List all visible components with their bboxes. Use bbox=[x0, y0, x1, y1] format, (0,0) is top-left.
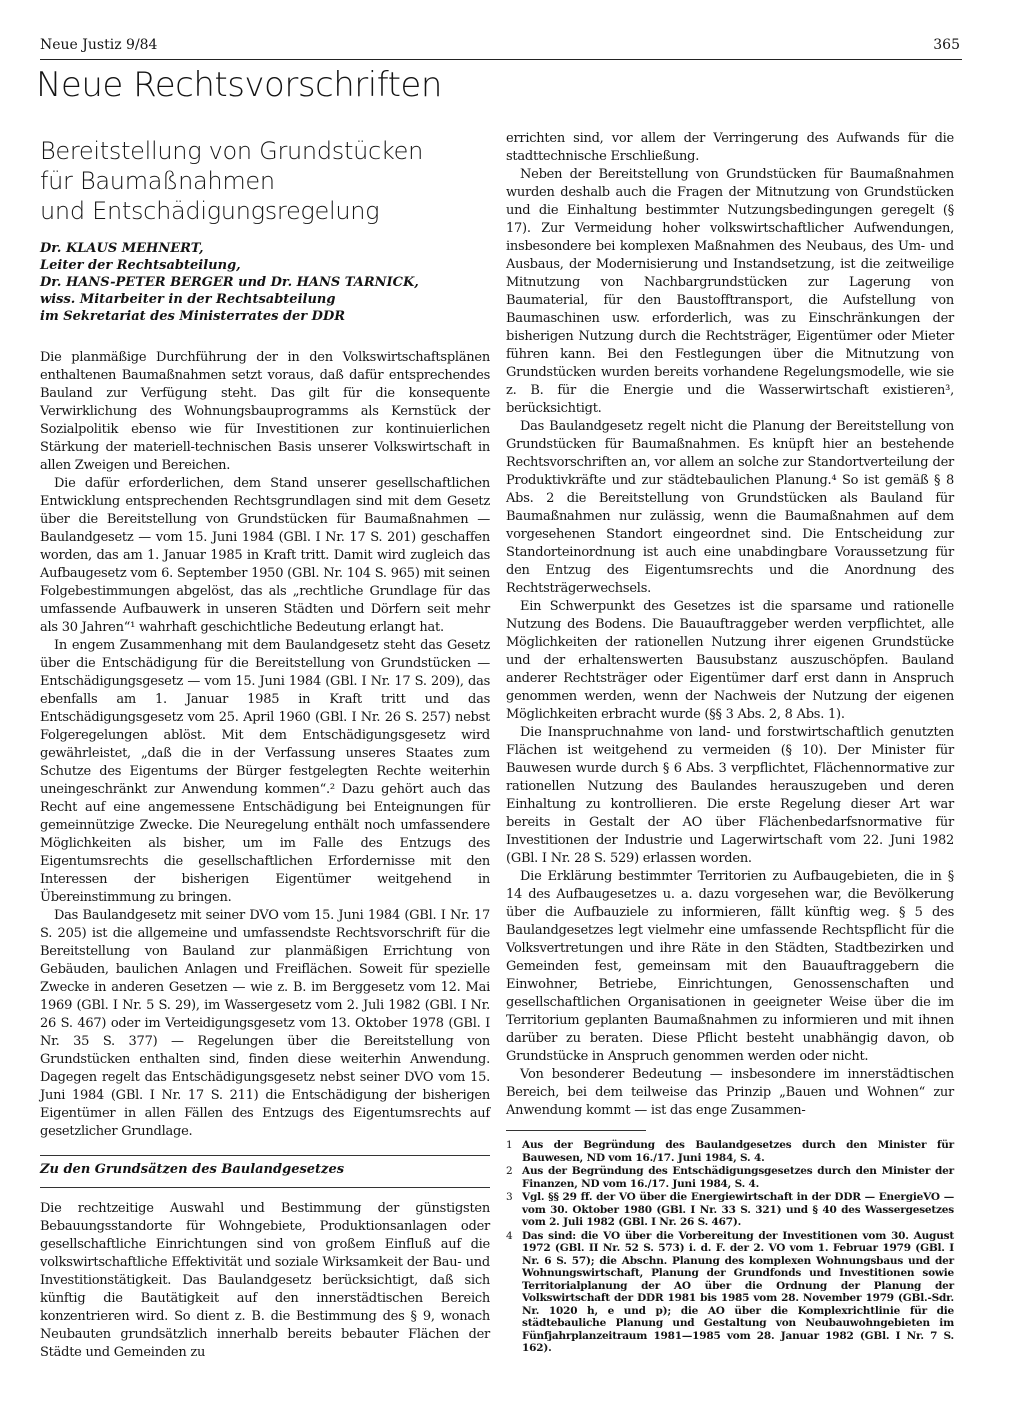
body-paragraph: In engem Zusammenhang mit dem Baulandgesetz steht das Gesetz über die Entschädigung für die Bereitstellung von Grundstücken — Entschädigungsgesetz — vom 15. Juni 1984 (GBl. I Nr. 17 S. 209), das ebenfalls am 1. Januar 1985 in Kraft tritt und das Entschädigungsgesetz vom 25. April 1960 (GBl. I Nr. 26 S. 257) nebst Folgeregelungen ablöst. Mit dem Entschädigungsgesetz wird gewährleistet, „daß die in der Verfassung unseres Staates zum Schutze des Eigentums der Bürger festgelegten Rechte weiterhin uneingeschränkt zur Anwendung kommen“.² Dazu gehört auch das Recht auf eine angemessene Entschädigung bei Enteignungen für gemeinnützige Zwecke. Die Neuregelung enthält noch umfassendere Möglichkeiten als bisher, um im Falle des Entzugs des Eigentumsrechts die gesellschaftlichen Erfordernisse mit den Interessen der bisherigen Eigentümer weitgehend in Übereinstimmung zu bringen. bbox=[40, 638, 490, 905]
body-paragraph: Die rechtzeitige Auswahl und Bestimmung der günstigsten Bebauungsstandorte für Wohngebiete, Produktionsanlagen oder gesellschaftliche Einrichtungen sind von großem Einfluß auf die volkswirtschaftliche Effektivität und soziale Wirksamkeit der Bau- und Investitionstätigkeit. Das Baulandgesetz berücksichtigt, daß sich künftig die Bautätigkeit auf den innerstädtischen Bereich konzentrieren wird. So dient z. B. die Bestimmung des § 9, wonach Neubauten grundsätzlich innerhalb bereits bebauter Flächen der Städte und Gemeinden zu bbox=[40, 1201, 490, 1360]
footnote-text: Aus der Begründung des Entschädigungsgesetzes durch den Minister der Finanzen, ND vom 16./17. Juni 1984, S. 4. bbox=[522, 1165, 954, 1190]
footnote bbox=[506, 1139, 954, 1164]
body-paragraph: Von besonderer Bedeutung — insbesondere im innerstädtischen Bereich, bei dem teilweise das Prinzip „Bauen und Wohnen“ zur Anwendung kommt — ist das enge Zusammen- bbox=[506, 1067, 954, 1118]
header-rule bbox=[40, 59, 962, 60]
footnote-number: 4 bbox=[506, 1229, 513, 1242]
subheading-rule bbox=[40, 1155, 490, 1156]
body-paragraph: Die Erklärung bestimmter Territorien zu Aufbaugebieten, die in § 14 des Aufbaugesetzes u. a. dazu vorgesehen war, die Bevölkerung über die Aufbauziele zu informieren, fällt künftig weg. § 5 des Baulandgesetzes legt vielmehr eine umfassende Rechtspflicht für die Volksvertretungen und ihre Räte in den Städten, Stadtbezirken und Gemeinden fest, gemeinsam mit den Bauauftraggebern die Einwohner, Betriebe, Einrichtungen, Genossenschaften und gesellschaftlichen Organisationen in geeigneter Weise über die im Territorium geplanten Baumaßnahmen zu informieren und mit ihnen darüber zu beraten. Diese Pflicht besteht unabhängig davon, ob Grundstücke in Anspruch genommen werden oder nicht. bbox=[506, 869, 954, 1064]
body-paragraph: Das Baulandgesetz mit seiner DVO vom 15. Juni 1984 (GBl. I Nr. 17 S. 205) ist die allgemeine und umfassendste Rechtsvorschrift für die Bereitstellung von Bauland zur planmäßigen Errichtung von Gebäuden, baulichen Anlagen und Freiflächen. Soweit für spezielle Zwecke in anderen Gesetzen — wie z. B. im Berggesetz vom 12. Mai 1969 (GBl. I Nr. 5 S. 29), im Wassergesetz vom 2. Juli 1982 (GBl. I Nr. 26 S. 467) oder im Verteidigungsgesetz vom 13. Oktober 1978 (GBl. I Nr. 35 S. 377) — Regelungen über die Bereitstellung von Grundstücken enthalten sind, finden diese weiterhin Anwendung. Dagegen regelt das Entschädigungsgesetz nebst seiner DVO vom 15. Juni 1984 (GBl. I Nr. 17 S. 211) die Entschädigung der bisherigen Eigentümer in allen Fällen des Entzugs des Eigentumsrechts auf gesetzlicher Grundlage. bbox=[40, 908, 490, 1139]
body-paragraph: Neben der Bereitstellung von Grundstücken für Baumaßnahmen wurden deshalb auch die Fragen der Mitnutzung von Grundstücken und die Einhaltung bestimmter Nutzungsbedingungen geregelt (§ 17). Zur Vermeidung hoher volkswirtschaftlicher Aufwendungen, insbesondere bei komplexen Maßnahmen des Neubaus, des Um- und Ausbaus, der Modernisierung und Instandsetzung, ist die zeitweilige Mitnutzung von Nachbargrundstücken zur Lagerung von Baumaterial, für den Baustofftransport, die Aufstellung von Baumaschinen usw. erforderlich, was zu Einschränkungen der bisherigen Nutzung durch die Rechtsträger, Eigentümer oder Mieter führen kann. Bei den Festlegungen über die Mitnutzung von Grundstücken wurden bereits vorhandene Regelungsmodelle, wie sie z. B. für die Energie und die Wasserwirtschaft existieren³, berücksichtigt. bbox=[506, 167, 954, 416]
footnote-text: Aus der Begründung des Baulandgesetzes durch den Minister für Bauwesen, ND vom 16./17. Juni 1984, S. 4. bbox=[522, 1139, 954, 1164]
article-title-line: für Baumaßnahmen bbox=[40, 167, 275, 195]
author-name: Dr. HANS-PETER BERGER und Dr. HANS TARNICK, bbox=[40, 275, 419, 290]
section-title: Neue Rechtsvorschriften bbox=[36, 65, 442, 105]
footnote-rule bbox=[506, 1130, 646, 1131]
author-affiliation: im Sekretariat des Ministerrates der DDR bbox=[40, 309, 346, 324]
footnotes bbox=[506, 1139, 954, 1355]
body-paragraph: Ein Schwerpunkt des Gesetzes ist die sparsame und rationelle Nutzung des Bodens. Die Bauauftraggeber werden verpflichtet, alle Möglichkeiten der rationellen Nutzung ihrer eigenen Grundstücke und der erhaltenswerten Bausubstanz auszuschöpfen. Bauland anderer Rechtsträger oder Eigentümer darf erst dann in Anspruch genommen werden, wenn der Nachweis der Nutzung der eigenen Möglichkeiten erbracht wurde (§§ 3 Abs. 2, 8 Abs. 1). bbox=[506, 599, 954, 722]
subheading: Zu den Grundsätzen des Baulandgesetzes bbox=[40, 1162, 345, 1177]
subheading-underline bbox=[40, 1187, 490, 1188]
left-column bbox=[40, 136, 490, 1362]
author-name: Dr. KLAUS MEHNERT, bbox=[40, 241, 204, 256]
footnote-number: 1 bbox=[506, 1139, 513, 1151]
author-block bbox=[40, 240, 490, 325]
body-paragraph: Die Inanspruchnahme von land- und forstwirtschaftlich genutzten Flächen ist weitgehend zu vermeiden (§ 10). Der Minister für Bauwesen wurde durch § 6 Abs. 3 verpflichtet, Flächennormative zur rationellen Nutzung des Baulandes herauszugeben und deren Einhaltung zu kontrollieren. Die erste Regelung dieser Art war bereits in Gestalt der AO über Flächenbedarfsnormative für Investitionen der Industrie und Lagerwirtschaft vom 22. Juni 1982 (GBl. I Nr. 28 S. 529) erlassen worden. bbox=[506, 725, 954, 866]
page-number: 365 bbox=[933, 37, 960, 53]
body-paragraph: Die dafür erforderlichen, dem Stand unserer gesellschaftlichen Entwicklung entsprechenden Rechtsgrundlagen sind mit dem Gesetz über die Bereitstellung von Grundstücken für Baumaßnahmen — Baulandgesetz — vom 15. Juni 1984 (GBl. I Nr. 17 S. 201) geschaffen worden, das am 1. Januar 1985 in Kraft tritt. Damit wird zugleich das Aufbaugesetz vom 6. September 1950 (GBl. Nr. 104 S. 965) mit seinen Folgebestimmungen abgelöst, das als „rechtliche Grundlage für das umfassende Aufbauwerk in unseren Städten und Dörfern seit mehr als 30 Jahren“¹ wahrhaft geschichtliche Bedeutung erlangt hat. bbox=[40, 476, 490, 635]
article-title-line: und Entschädigungsregelung bbox=[40, 197, 380, 225]
footnote bbox=[506, 1230, 954, 1355]
footnote-number: 2 bbox=[506, 1165, 513, 1177]
author-role: wiss. Mitarbeiter in der Rechtsabteilung bbox=[40, 292, 336, 307]
body-paragraph: errichten sind, vor allem der Verringerung des Aufwands für die stadttechnische Erschließung. bbox=[506, 131, 954, 164]
footnote-text: Das sind: die VO über die Vorbereitung der Investitionen vom 30. August 1972 (GBl. II Nr. 52 S. 573) i. d. F. der 2. VO vom 1. Februar 1979 (GBl. I Nr. 6 S. 57); die Abschn. Planung des komplexen Wohnungsbaus und der Wohnungswirtschaft, Planung der Grundfonds und Investitionen sowie Territorialplanung der AO über die Ordnung der Planung der Volkswirtschaft der DDR 1981 bis 1985 vom 28. November 1979 (GBl.-Sdr. Nr. 1020 h, e und p); die AO über die Komplexrichtlinie für die städtebauliche Planung und Gestaltung von Neubauwohngebieten im Fünfjahrplanzeitraum 1981—1985 vom 28. Januar 1982 (GBl. I Nr. 7 S. 162). bbox=[522, 1229, 954, 1354]
article-title-line: Bereitstellung von Grundstücken bbox=[40, 137, 424, 165]
footnote-number: 3 bbox=[506, 1191, 513, 1203]
footnote-text: Vgl. §§ 29 ff. der VO über die Energiewirtschaft in der DDR — EnergieVO — vom 30. Oktober 1980 (GBl. I Nr. 33 S. 321) und § 40 des Wassergesetzes vom 2. Juli 1982 (GBl. I Nr. 26 S. 467). bbox=[522, 1191, 954, 1228]
author-role: Leiter der Rechtsabteilung, bbox=[40, 258, 241, 273]
body-paragraph: Das Baulandgesetz regelt nicht die Planung der Bereitstellung von Grundstücken für Baumaßnahmen. Es knüpft hier an bestehende Rechtsvorschriften an, vor allem an solche zur Standortverteilung der Produktivkräfte und zur städtebaulichen Planung.⁴ So ist gemäß § 8 Abs. 2 die Bereitstellung von Grundstücken als Bauland für Baumaßnahmen nur zulässig, wenn die Baumaßnahmen auf dem vorgesehenen Standort eingeordnet sind. Die Entscheidung zur Standorteinordnung ist auch eine unabdingbare Voraussetzung für den Entzug des Eigentumsrechts und die Anordnung des Rechtsträgerwechsels. bbox=[506, 419, 954, 596]
journal-issue: Neue Justiz 9/84 bbox=[40, 37, 158, 53]
right-column bbox=[506, 130, 954, 1356]
article-title bbox=[40, 136, 490, 226]
footnote bbox=[506, 1165, 954, 1190]
body-paragraph: Die planmäßige Durchführung der in den Volkswirtschaftsplänen enthaltenen Baumaßnahmen setzt voraus, daß dafür entsprechendes Bauland zur Verfügung steht. Das gilt für die konsequente Verwirklichung des Wohnungsbauprogramms als Kernstück der Sozialpolitik ebenso wie für Investitionen zur kontinuierlichen Stärkung der materiell-technischen Basis unserer Volkswirtschaft in allen Zweigen und Bereichen. bbox=[40, 350, 490, 473]
footnote bbox=[506, 1191, 954, 1229]
